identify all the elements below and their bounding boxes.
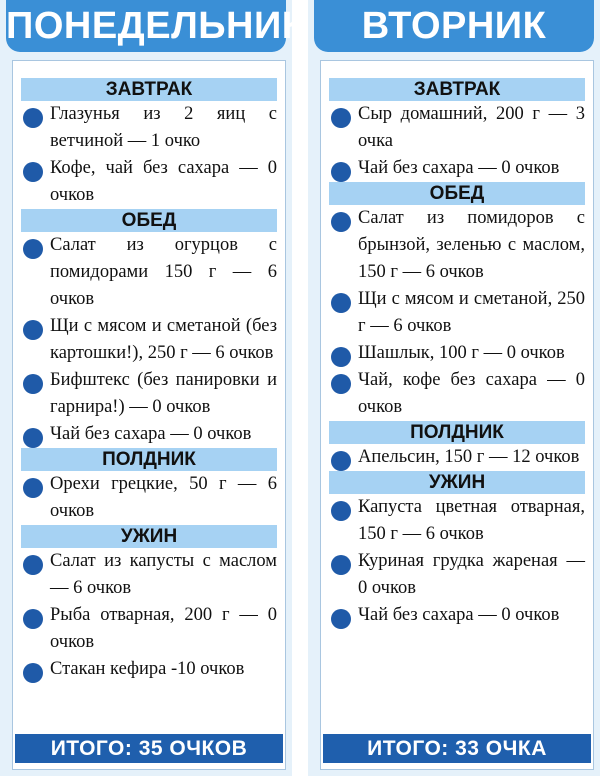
menu-item-text: Капуста цветная отварная, 150 г — 6 очков — [358, 497, 585, 544]
bullet-icon — [23, 609, 43, 629]
menu-item-text: Кофе, чай без сахара — 0 очков — [50, 158, 277, 205]
meal-item-list — [327, 101, 587, 182]
menu-item — [327, 205, 587, 286]
menu-item — [327, 367, 587, 421]
meal-item-list — [327, 205, 587, 421]
menu-item-text: Шашлык, 100 г — 0 очков — [358, 343, 565, 363]
total-points: ИТОГО: 35 ОЧКОВ — [15, 734, 283, 763]
bullet-icon — [331, 451, 351, 471]
menu-item — [19, 471, 279, 525]
menu-item — [327, 444, 587, 471]
bullet-icon — [331, 555, 351, 575]
menu-item-text: Салат из помидоров с брынзой, зеленью с маслом, 150 г — 6 очков — [358, 208, 585, 282]
day-title: ПОНЕДЕЛЬНИК — [6, 0, 286, 52]
menu-item — [327, 602, 587, 629]
meal-item-list — [327, 444, 587, 471]
menu-item-text: Рыба отварная, 200 г — 0 очков — [50, 605, 277, 652]
meal-heading: УЖИН — [21, 525, 277, 548]
menu-item — [19, 602, 279, 656]
meal-heading: ПОЛДНИК — [329, 421, 585, 444]
menu-item — [19, 367, 279, 421]
menu-item — [327, 340, 587, 367]
menu-item-text: Салат из огурцов с помидорами 150 г — 6 очков — [50, 235, 277, 309]
bullet-icon — [23, 108, 43, 128]
menu-item — [327, 286, 587, 340]
menu-item — [19, 232, 279, 313]
day-title: ВТОРНИК — [314, 0, 594, 52]
bullet-icon — [23, 320, 43, 340]
meal-item-list — [19, 232, 279, 448]
menu-item — [19, 656, 279, 683]
bullet-icon — [331, 609, 351, 629]
bullet-icon — [23, 478, 43, 498]
menu-item-text: Чай без сахара — 0 очков — [358, 158, 560, 178]
menu-card — [320, 60, 594, 770]
menu-item — [19, 101, 279, 155]
bullet-icon — [23, 428, 43, 448]
menu-item — [19, 155, 279, 209]
bullet-icon — [23, 555, 43, 575]
meal-heading: ЗАВТРАК — [21, 78, 277, 101]
menu-item-text: Щи с мясом и сметаной (без картошки!), 250 г — 6 очков — [50, 316, 277, 363]
bullet-icon — [331, 374, 351, 394]
menu-item-text: Чай без сахара — 0 очков — [358, 605, 560, 625]
day-column-tuesday — [308, 0, 600, 776]
bullet-icon — [23, 374, 43, 394]
bullet-icon — [331, 501, 351, 521]
menu-item — [19, 313, 279, 367]
menu-item-text: Щи с мясом и сметаной, 250 г — 6 очков — [358, 289, 585, 336]
meal-item-list — [19, 101, 279, 209]
menu-item — [327, 155, 587, 182]
total-points: ИТОГО: 33 ОЧКА — [323, 734, 591, 763]
menu-item-text: Глазунья из 2 яиц с ветчиной — 1 очко — [50, 104, 277, 151]
meal-heading: УЖИН — [329, 471, 585, 494]
bullet-icon — [23, 162, 43, 182]
menu-card — [12, 60, 286, 770]
menu-content — [327, 78, 587, 769]
menu-item-text: Орехи грецкие, 50 г — 6 очков — [50, 474, 277, 521]
menu-item-text: Апельсин, 150 г — 12 очков — [358, 447, 580, 467]
menu-item-text: Куриная грудка жареная — 0 очков — [358, 551, 585, 598]
menu-item-text: Бифштекс (без панировки и гарнира!) — 0 очков — [50, 370, 277, 417]
meal-item-list — [19, 471, 279, 525]
menu-item-text: Салат из капусты с маслом — 6 очков — [50, 551, 277, 598]
bullet-icon — [331, 293, 351, 313]
bullet-icon — [331, 212, 351, 232]
meal-heading: ПОЛДНИК — [21, 448, 277, 471]
menu-item-text: Сыр домашний, 200 г — 3 очка — [358, 104, 585, 151]
meal-heading: ОБЕД — [21, 209, 277, 232]
menu-content — [19, 78, 279, 769]
meal-item-list — [327, 494, 587, 629]
menu-item — [327, 494, 587, 548]
bullet-icon — [331, 162, 351, 182]
menu-item — [327, 101, 587, 155]
menu-item-text: Стакан кефира -10 очков — [50, 659, 245, 679]
meal-item-list — [19, 548, 279, 683]
meal-heading: ЗАВТРАК — [329, 78, 585, 101]
bullet-icon — [331, 108, 351, 128]
bullet-icon — [23, 663, 43, 683]
menu-item — [19, 421, 279, 448]
menu-item-text: Чай без сахара — 0 очков — [50, 424, 252, 444]
meal-heading: ОБЕД — [329, 182, 585, 205]
bullet-icon — [23, 239, 43, 259]
bullet-icon — [331, 347, 351, 367]
menu-item — [327, 548, 587, 602]
menu-item-text: Чай, кофе без сахара — 0 очков — [358, 370, 585, 417]
menu-item — [19, 548, 279, 602]
